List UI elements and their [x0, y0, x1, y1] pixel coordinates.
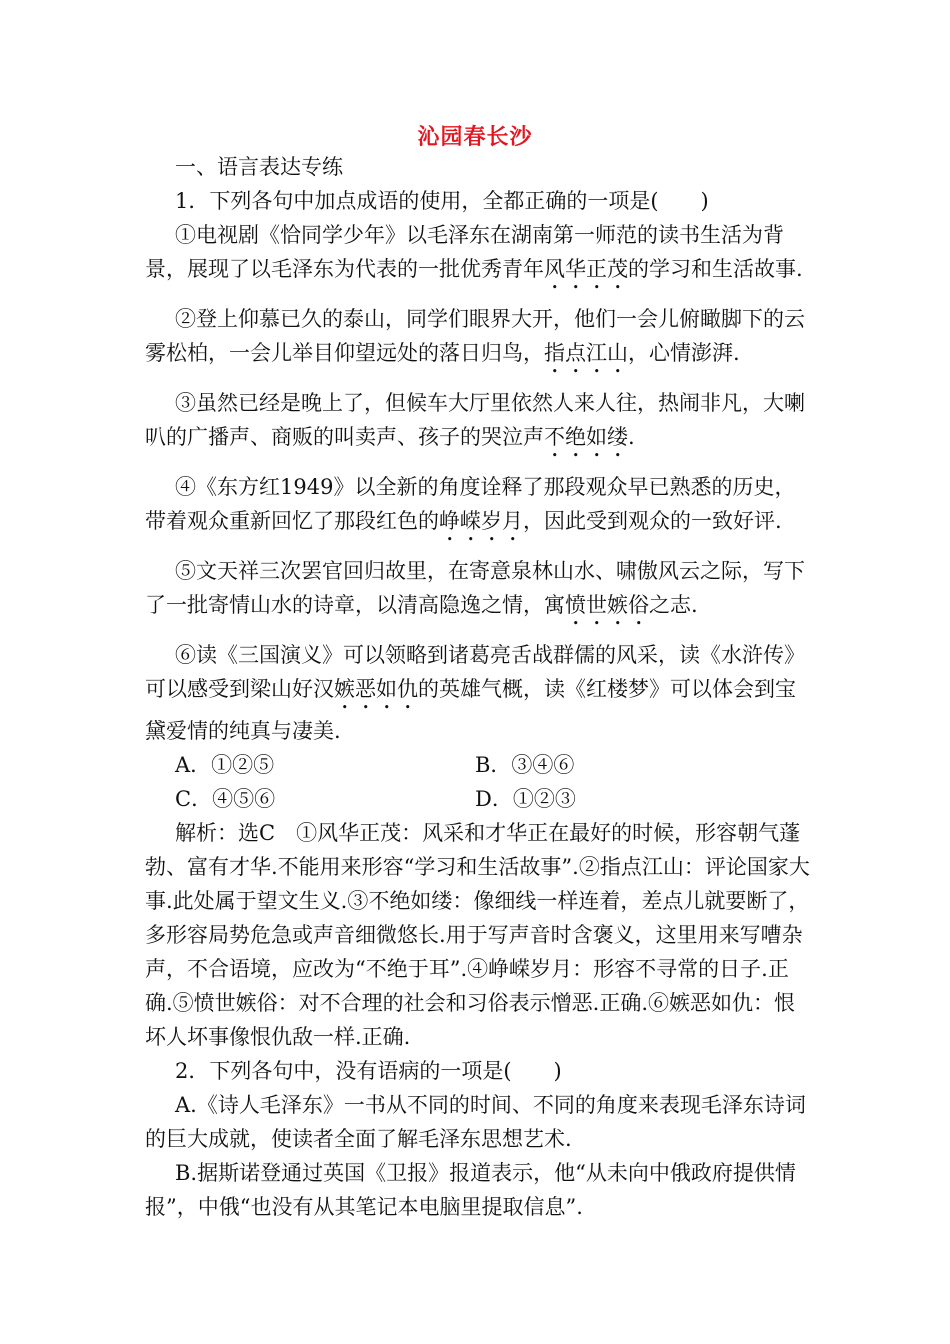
question-1-options-row-2 [145, 782, 815, 816]
question-1-sentence-6: ⑥读《三国演义》可以领略到诸葛亮舌战群儒的风采，读《水浒传》可以感受到梁山好汉嫉恶如仇的英雄气概，读《红楼梦》可以体会到宝黛爱情的纯真与凄美. [145, 643, 805, 743]
question-1-sentence-5: ⑤文天祥三次罢官回归故里，在寄意泉林山水、啸傲风云之际，写下了一批寄情山水的诗章，以清高隐逸之情，寓愤世嫉俗之志. [145, 559, 805, 617]
emphasized-idiom: 风华正茂 [544, 257, 628, 281]
question-2-option-b: B.据斯诺登通过英国《卫报》报道表示，他“从未向中俄政府提供情报”，中俄“也没有从其笔记本电脑里提取信息”. [145, 1161, 796, 1219]
option-d: D．①②③ [475, 787, 576, 811]
question-1-sentence-3: ③虽然已经是晚上了，但候车大厅里依然人来人往，热闹非凡，大喇叭的广播声、商贩的叫卖声、孩子的哭泣声不绝如缕. [145, 391, 805, 449]
question-2-option-a: A.《诗人毛泽东》一书从不同的时间、不同的角度来表现毛泽东诗词的巨大成就，使读者全面了解毛泽东思想艺术. [145, 1093, 806, 1151]
emphasized-idiom: 嫉恶如仇 [334, 677, 418, 701]
question-1-options-row-1 [145, 748, 815, 782]
question-2-stem: 2．下列各句中，没有语病的一项是( ) [175, 1059, 562, 1083]
document-body [145, 150, 815, 1224]
question-1-sentence-1: ①电视剧《恰同学少年》以毛泽东在湖南第一师范的读书生活为背景，展现了以毛泽东为代表的一批优秀青年风华正茂的学习和生活故事. [145, 223, 803, 281]
emphasized-idiom: 指点江山 [544, 341, 628, 365]
page-title: 沁园春长沙 [417, 124, 533, 150]
option-b: B．③④⑥ [475, 753, 575, 777]
question-1-sentence-4: ④《东方红1949》以全新的角度诠释了那段观众早已熟悉的历史，带着观众重新回忆了那段红色的峥嵘岁月，因此受到观众的一致好评. [145, 475, 796, 533]
question-1-sentence-2: ②登上仰慕已久的泰山，同学们眼界大开，他们一会儿俯瞰脚下的云雾松柏，一会儿举目仰望远处的落日归鸟，指点江山，心情澎湃. [145, 307, 805, 365]
emphasized-idiom: 愤世嫉俗 [565, 593, 649, 617]
option-a: A．①②⑤ [175, 753, 275, 777]
option-c: C．④⑤⑥ [175, 787, 276, 811]
question-1-analysis: 解析：选C ①风华正茂：风采和才华正在最好的时候，形容朝气蓬勃、富有才华.不能用来形容“学习和生活故事”.②指点江山：评论国家大事.此处属于望文生义.③不绝如缕：像细线一样连着，差点儿就要断了，多形容局势危急或声音细微悠长.用于写声音时含褒义，这里用来写嘈杂声，不合语境，应改为“不绝于耳”.④峥嵘岁月：形容不寻常的日子.正确.⑤愤世嫉俗：对不合理的社会和习俗表示憎恶.正确.⑥嫉恶如仇：恨坏人坏事像恨仇敌一样.正确. [145, 821, 810, 1049]
section-heading: 一、语言表达专练 [175, 155, 343, 179]
emphasized-idiom: 不绝如缕 [544, 425, 628, 449]
emphasized-idiom: 峥嵘岁月 [439, 509, 523, 533]
question-1-stem: 1．下列各句中加点成语的使用，全都正确的一项是( ) [175, 189, 709, 213]
